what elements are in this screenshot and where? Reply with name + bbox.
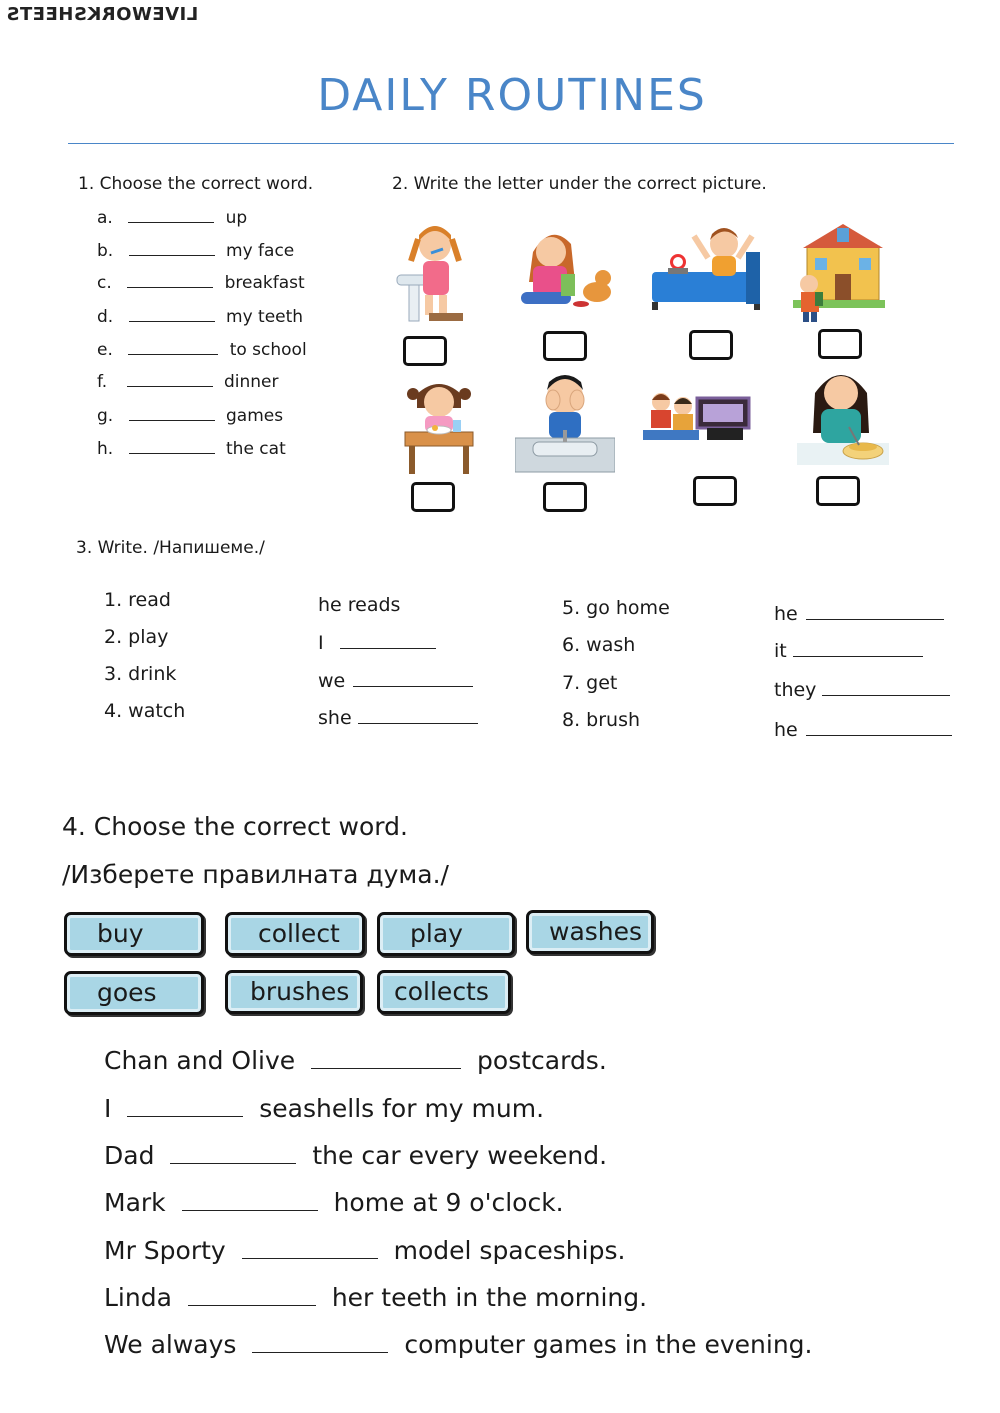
ex3-blank[interactable] — [340, 634, 436, 649]
ex3-pronoun: he — [774, 603, 798, 625]
word-option-collect[interactable]: collect — [225, 912, 365, 956]
ex1-blank[interactable] — [129, 307, 215, 322]
ex1-letter: c. — [97, 273, 112, 293]
page-title: DAILY ROUTINES — [317, 70, 707, 121]
ex1-letter: a. — [97, 208, 113, 228]
sentence-end: model spaceships. — [393, 1236, 626, 1265]
sentence-start: Dad — [104, 1141, 155, 1170]
ex3-blank[interactable] — [353, 672, 473, 687]
title-divider — [68, 143, 954, 144]
picture-answer-box[interactable] — [689, 330, 733, 360]
ex3-answer-row — [774, 719, 952, 741]
ex3-verb: 5. go home — [562, 597, 670, 619]
ex1-letter: e. — [97, 340, 113, 360]
sentence-blank[interactable] — [182, 1196, 318, 1211]
ex3-answer-row — [318, 632, 436, 654]
ex4-sentence — [104, 1188, 564, 1217]
sentence-start: Chan and Olive — [104, 1046, 296, 1075]
ex1-text: dinner — [223, 372, 279, 392]
picture-answer-box[interactable] — [411, 482, 455, 512]
ex1-heading: 1. Choose the correct word. — [78, 174, 314, 194]
sentence-start: I — [104, 1094, 112, 1123]
picture-answer-box[interactable] — [543, 331, 587, 361]
ex4-sentence — [104, 1141, 607, 1170]
sentence-end: the car every weekend. — [312, 1141, 608, 1170]
ex3-pronoun: he — [774, 719, 798, 741]
ex3-blank[interactable] — [806, 721, 952, 736]
sentence-end: her teeth in the morning. — [331, 1283, 648, 1312]
ex1-blank[interactable] — [129, 439, 215, 454]
ex1-blank[interactable] — [128, 340, 218, 355]
ex3-answer-row — [774, 603, 944, 625]
ex1-blank[interactable] — [128, 208, 214, 223]
ex1-item — [97, 208, 247, 228]
picture-answer-box[interactable] — [403, 336, 447, 366]
ex1-item — [97, 241, 294, 261]
ex1-text: games — [226, 406, 284, 426]
ex3-pronoun: we — [318, 670, 346, 692]
girl-eating-breakfast-image — [403, 378, 475, 476]
sentence-end: postcards. — [477, 1046, 607, 1075]
ex1-text: to school — [229, 340, 307, 360]
ex3-blank[interactable] — [822, 681, 950, 696]
ex1-blank[interactable] — [129, 241, 215, 256]
ex3-answer-row — [318, 670, 473, 692]
boy-going-to-school-image — [793, 218, 885, 323]
picture-answer-box[interactable] — [543, 482, 587, 512]
ex3-verb: 7. get — [562, 672, 618, 694]
ex4-sentence — [104, 1094, 544, 1123]
ex3-pronoun: it — [774, 640, 787, 662]
sentence-start: Mr Sporty — [104, 1236, 226, 1265]
word-option-play[interactable]: play — [377, 912, 515, 956]
ex3-answer-row — [774, 640, 923, 662]
ex1-letter: h. — [97, 439, 114, 459]
ex4-sentence — [104, 1283, 647, 1312]
ex3-answer-row — [318, 707, 478, 729]
ex4-heading: 4. Choose the correct word. — [62, 812, 408, 841]
ex1-text: my face — [226, 241, 295, 261]
ex1-text: breakfast — [224, 273, 305, 293]
word-option-collects[interactable]: collects — [377, 970, 511, 1014]
ex1-item — [97, 273, 305, 293]
ex3-blank[interactable] — [793, 642, 923, 657]
picture-answer-box[interactable] — [818, 329, 862, 359]
ex3-heading: 3. Write. /Напишеме./ — [76, 538, 265, 558]
sentence-end: home at 9 o'clock. — [333, 1188, 564, 1217]
ex3-pronoun: I — [318, 632, 324, 654]
word-option-buy[interactable]: buy — [64, 912, 204, 956]
ex3-blank[interactable] — [806, 605, 944, 620]
ex4-sentence — [104, 1046, 607, 1075]
word-option-goes[interactable]: goes — [64, 971, 204, 1015]
girl-feeding-cat-image — [515, 222, 615, 312]
ex3-verb: 4. watch — [104, 700, 186, 722]
word-option-brushes[interactable]: brushes — [225, 970, 363, 1014]
ex1-item — [97, 340, 307, 360]
ex1-text: my teeth — [226, 307, 304, 327]
ex1-item — [97, 406, 283, 426]
ex1-letter: b. — [97, 241, 114, 261]
ex1-item — [97, 307, 303, 327]
sentence-start: We always — [104, 1330, 237, 1359]
ex3-verb: 3. drink — [104, 663, 177, 685]
sentence-blank[interactable] — [170, 1149, 296, 1164]
boy-washing-face-image — [515, 368, 615, 476]
ex1-item — [97, 372, 278, 392]
sentence-end: computer games in the evening. — [404, 1330, 813, 1359]
sentence-start: Linda — [104, 1283, 172, 1312]
ex3-verb: 2. play — [104, 626, 169, 648]
girl-brushing-teeth-image — [385, 215, 475, 325]
sentence-blank[interactable] — [188, 1291, 316, 1306]
ex3-verb: 6. wash — [562, 634, 636, 656]
ex1-letter: f. — [97, 372, 108, 392]
ex2-heading: 2. Write the letter under the correct picture. — [392, 174, 767, 194]
sentence-blank[interactable] — [311, 1054, 461, 1069]
ex3-verb: 1. read — [104, 589, 171, 611]
ex3-verb: 8. brush — [562, 709, 641, 731]
ex1-item — [97, 439, 286, 459]
ex1-blank[interactable] — [127, 273, 213, 288]
ex1-letter: d. — [97, 307, 114, 327]
ex4-subheading: /Изберете правилната дума./ — [62, 860, 449, 889]
ex3-blank[interactable] — [358, 709, 478, 724]
picture-answer-box[interactable] — [693, 476, 737, 506]
liveworksheets-logo — [6, 4, 198, 25]
ex1-letter: g. — [97, 406, 114, 426]
children-playing-games-image — [643, 378, 758, 450]
sentence-blank[interactable] — [252, 1338, 388, 1353]
girl-eating-dinner-image — [793, 363, 893, 471]
ex4-sentence — [104, 1330, 812, 1359]
sentence-end: seashells for my mum. — [259, 1094, 545, 1123]
sentence-blank[interactable] — [127, 1102, 243, 1117]
ex3-pronoun: she — [318, 707, 352, 729]
ex1-text: up — [225, 208, 248, 228]
sentence-start: Mark — [104, 1188, 166, 1217]
boy-getting-up-image — [648, 222, 763, 312]
ex3-answer-row — [774, 679, 950, 701]
sentence-blank[interactable] — [242, 1244, 378, 1259]
ex1-text: the cat — [226, 439, 286, 459]
picture-answer-box[interactable] — [816, 476, 860, 506]
ex3-example: he reads — [318, 594, 401, 616]
logo-text: LIVEWORKSHEETS — [6, 4, 199, 25]
ex4-sentence — [104, 1236, 625, 1265]
ex1-blank[interactable] — [127, 372, 213, 387]
ex3-pronoun: they — [774, 679, 817, 701]
ex1-blank[interactable] — [129, 406, 215, 421]
word-option-washes[interactable]: washes — [526, 910, 654, 954]
